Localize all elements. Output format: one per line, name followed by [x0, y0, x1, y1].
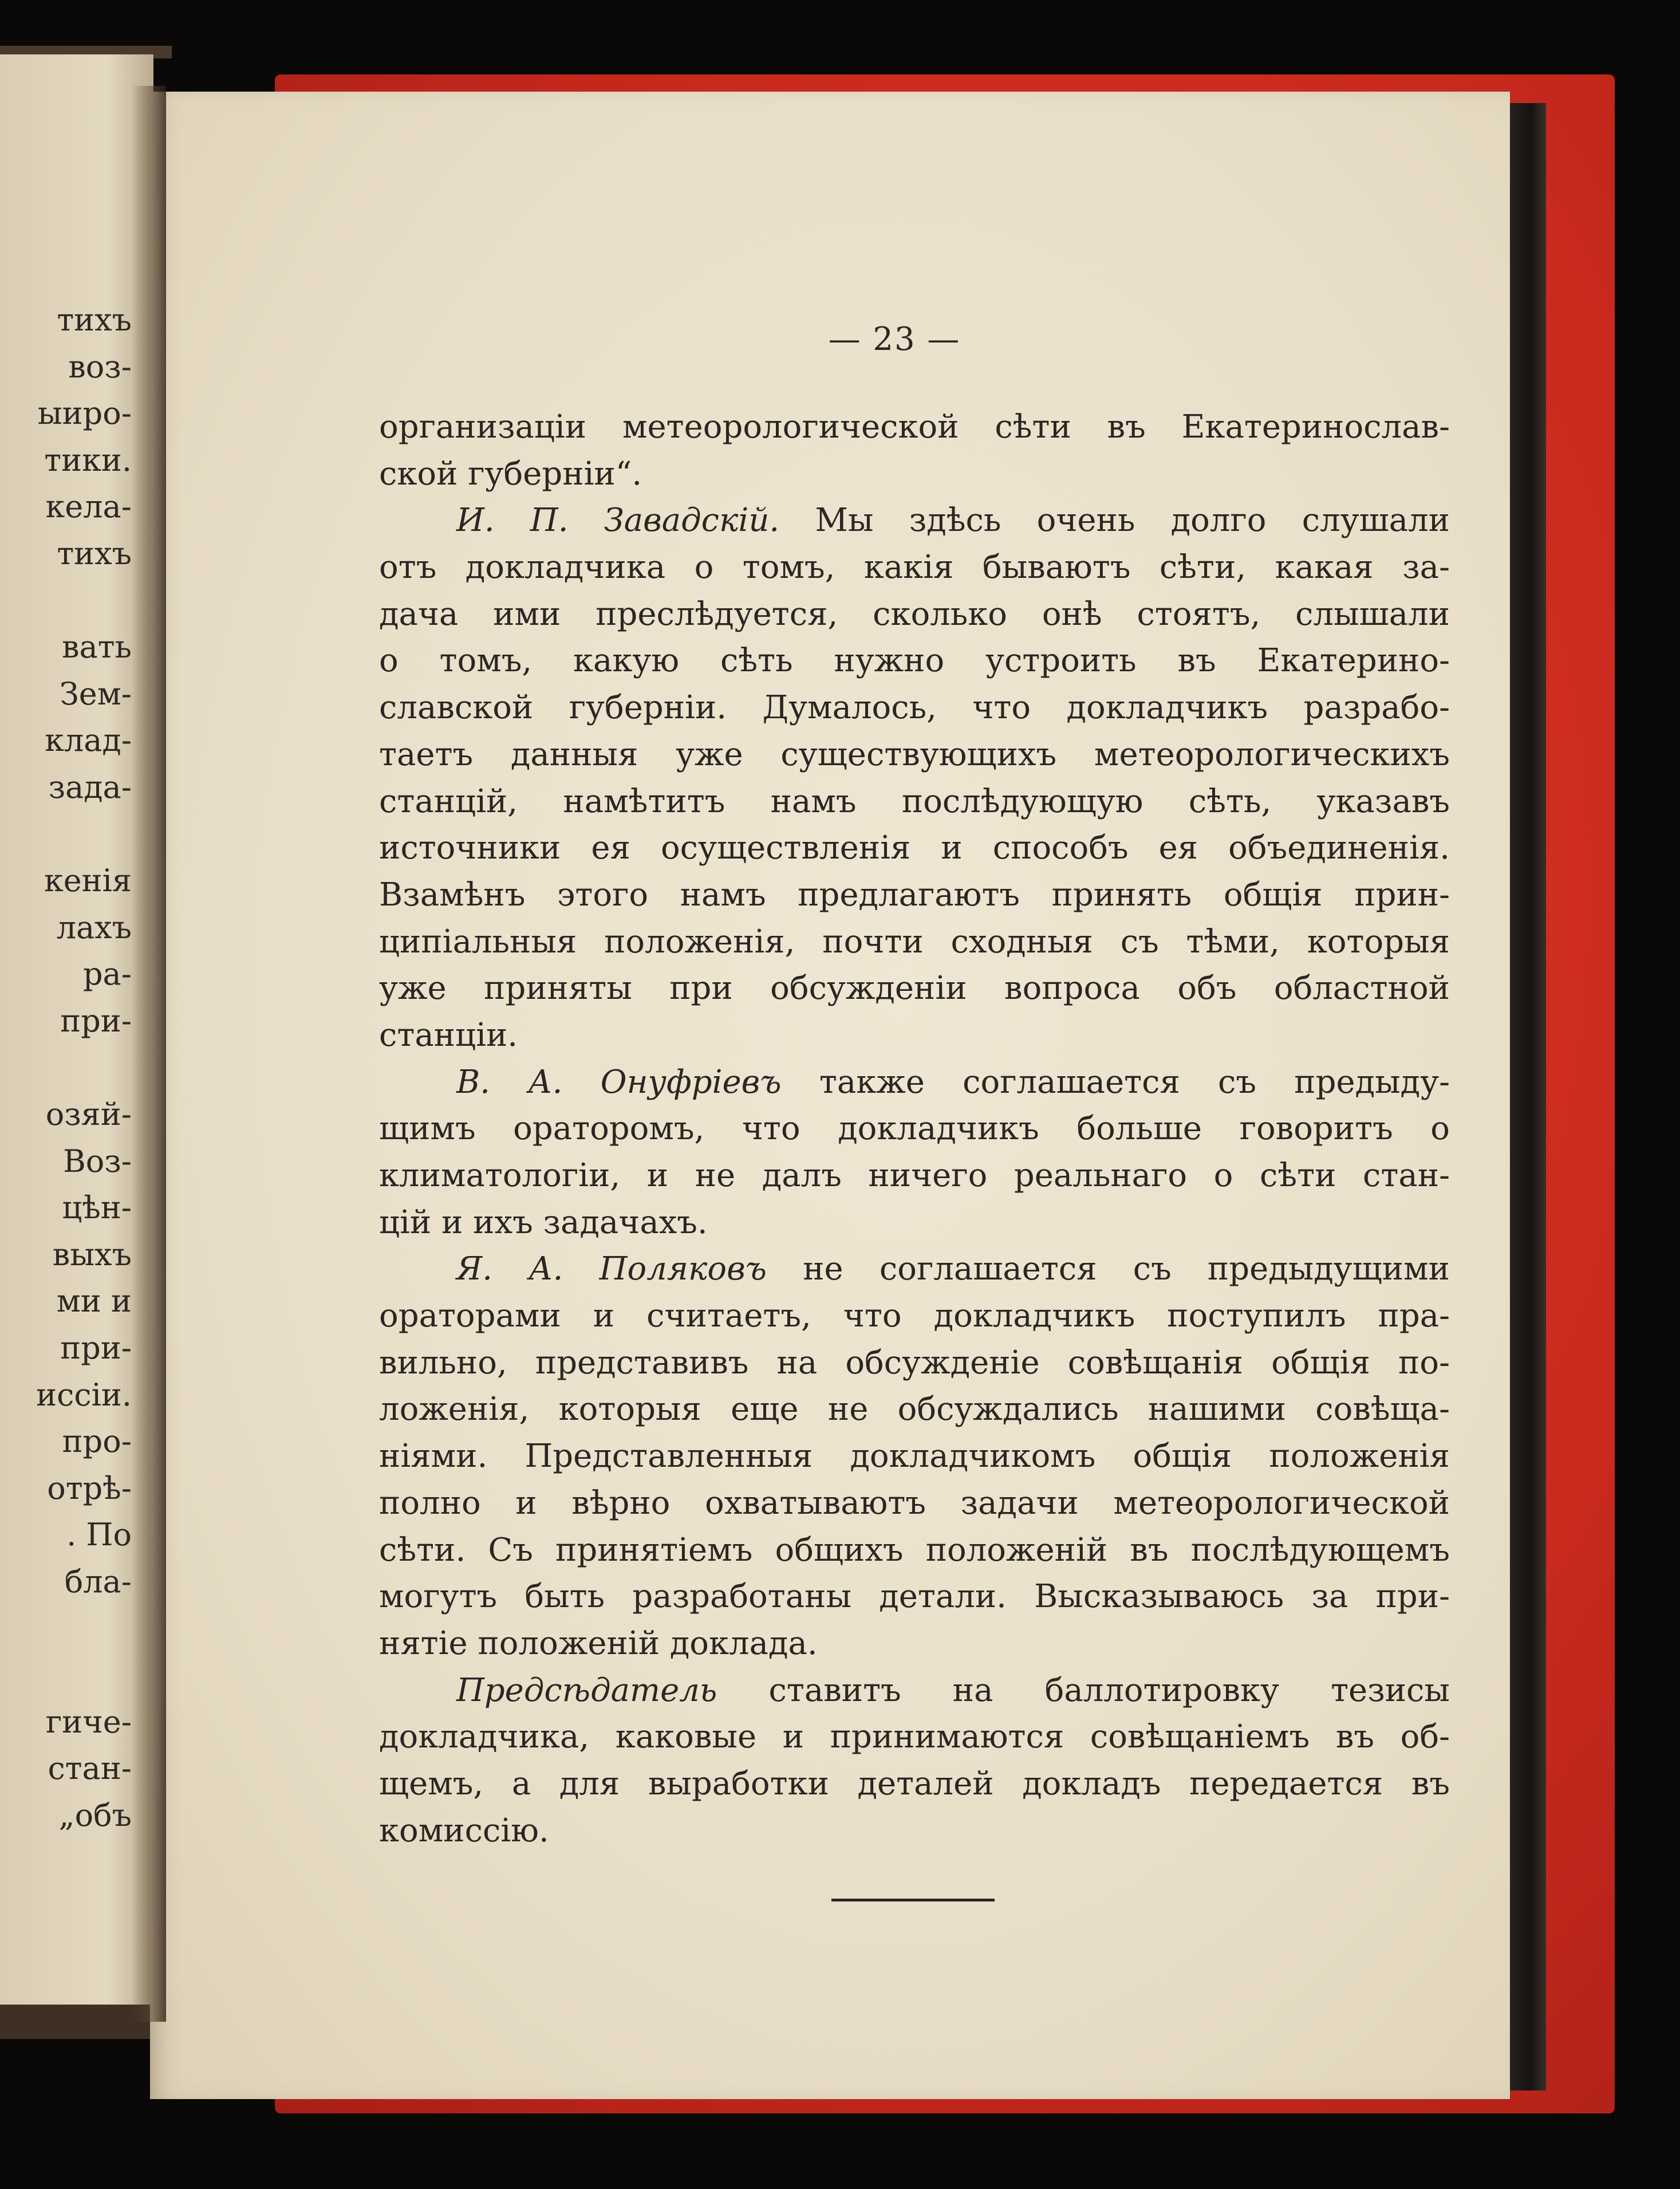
left-page-fragment: „объ — [58, 1797, 132, 1833]
line-text: не соглашается съ предыдущими — [767, 1250, 1450, 1288]
line-text: ставитъ на баллотировку тезисы — [717, 1671, 1450, 1709]
left-page-fragment: ра- — [82, 956, 132, 993]
speaker-name: Предсѣдатель — [456, 1671, 717, 1709]
left-page-fragment: ми и — [56, 1283, 132, 1320]
left-page-fragment: тихъ — [57, 302, 132, 338]
line-text: ложенія, которыя еще не обсуждались нашими совѣща- — [379, 1391, 1450, 1428]
text-line — [379, 1246, 1450, 1293]
left-page-fragment: выхъ — [52, 1236, 132, 1273]
line-text: полно и вѣрно охватываютъ задачи метеорологической — [379, 1484, 1450, 1522]
left-page-fragment: отрѣ- — [47, 1470, 132, 1506]
left-page-fragment: стан- — [48, 1750, 132, 1787]
text-line — [379, 451, 1450, 498]
line-text: климатологіи, и не далъ ничего реальнаго о сѣти стан- — [379, 1157, 1450, 1194]
left-page-fragment: тихъ — [57, 535, 132, 572]
text-line — [379, 637, 1450, 684]
speaker-name: Я. А. Поляковъ — [456, 1250, 767, 1288]
left-page-fragment: воз- — [68, 348, 132, 385]
text-line — [379, 1199, 1450, 1246]
line-text: могутъ быть разработаны детали. Высказываюсь за при- — [379, 1578, 1450, 1616]
left-page-fragment — [0, 1652, 132, 1699]
left-page-fragment: клад- — [45, 722, 132, 759]
end-rule — [831, 1899, 995, 1901]
left-page-fragment: про- — [62, 1423, 132, 1460]
left-page-fragment: . По — [66, 1517, 132, 1553]
text-line — [379, 1573, 1450, 1620]
line-text: также соглашается съ предыду- — [781, 1063, 1450, 1101]
line-text: уже приняты при обсужденіи вопроса объ областной — [379, 970, 1450, 1007]
text-line — [379, 778, 1450, 825]
left-page-fragment: озяй- — [45, 1096, 132, 1133]
left-page-fragment: Воз- — [63, 1143, 132, 1179]
text-line — [379, 1293, 1450, 1340]
line-text: ніями. Представленныя докладчикомъ общія положенія — [379, 1438, 1450, 1475]
line-text: щемъ, а для выработки деталей докладъ передается въ — [379, 1765, 1450, 1802]
text-line — [379, 872, 1450, 919]
text-line — [379, 1761, 1450, 1808]
book-gutter — [132, 86, 166, 2022]
text-line — [379, 497, 1450, 544]
right-page — [150, 92, 1510, 2099]
line-text: организаціи метеорологической сѣти въ Екатеринослав- — [379, 408, 1450, 446]
text-line — [379, 404, 1450, 451]
left-page-fragment: при- — [60, 1330, 132, 1367]
text-line — [379, 544, 1450, 591]
page-edges — [1506, 103, 1546, 2090]
line-text: ской губерніи“. — [379, 455, 642, 493]
left-page-text-fragments — [0, 297, 132, 1839]
left-page-fragment — [0, 811, 132, 858]
text-line — [379, 1340, 1450, 1387]
line-text: источники ея осуществленія и способъ ея объединенія. — [379, 829, 1450, 867]
text-line — [379, 1808, 1450, 1855]
left-page-fragment: гиче- — [45, 1703, 132, 1740]
page-number: — 23 — — [828, 321, 961, 358]
text-line — [379, 1667, 1450, 1714]
line-text: таетъ данныя уже существующихъ метеорологическихъ — [379, 735, 1450, 773]
left-page-fragment: иссіи. — [36, 1376, 132, 1413]
left-page-fragment: ыиро- — [37, 395, 132, 432]
speaker-name: И. П. Завадскій. — [456, 502, 780, 540]
left-page-fragment: вать — [62, 629, 132, 666]
text-line — [379, 1152, 1450, 1199]
line-text: о томъ, какую сѣть нужно устроить въ Екатерино- — [379, 642, 1450, 680]
line-text: цій и ихъ задачахъ. — [379, 1203, 708, 1241]
text-line — [379, 1527, 1450, 1574]
left-page-fragment: лахъ — [56, 909, 132, 946]
text-line — [379, 965, 1450, 1012]
line-text: докладчика, каковые и принимаются совѣщаніемъ въ об- — [379, 1718, 1450, 1756]
text-line — [379, 1059, 1450, 1106]
left-page-fragment: Зем- — [60, 675, 132, 712]
text-line — [379, 1714, 1450, 1761]
line-text: Взамѣнъ этого намъ предлагаютъ принять общія прин- — [379, 876, 1450, 914]
line-text: ораторами и считаетъ, что докладчикъ поступилъ пра- — [379, 1297, 1450, 1335]
text-line — [379, 1620, 1450, 1667]
text-line — [379, 731, 1450, 778]
line-text: щимъ ораторомъ, что докладчикъ больше говоритъ о — [379, 1110, 1450, 1148]
left-page-fragment: зада- — [48, 769, 132, 805]
left-page-fragment: кела- — [45, 489, 132, 525]
line-text: станціи. — [379, 1016, 518, 1054]
line-text: вильно, представивъ на обсужденіе совѣщанія общія по- — [379, 1344, 1450, 1381]
text-line — [379, 1433, 1450, 1480]
left-page-fragment: тики. — [44, 442, 132, 478]
left-page-fragment — [0, 1045, 132, 1092]
text-line — [379, 1105, 1450, 1152]
line-text: нятіе положеній доклада. — [379, 1624, 818, 1662]
speaker-name: В. А. Онуфріевъ — [456, 1063, 782, 1101]
line-text: Мы здѣсь очень долго слушали — [779, 502, 1450, 540]
line-text: ципіальныя положенія, почти сходныя съ тѣми, которыя — [379, 923, 1450, 960]
line-text: отъ докладчика о томъ, какія бываютъ сѣти, какая за- — [379, 549, 1450, 586]
line-text: станцій, намѣтитъ намъ послѣдующую сѣть, указавъ — [379, 782, 1450, 820]
page-text — [379, 404, 1450, 1854]
line-text: комиссію. — [379, 1812, 549, 1849]
text-line — [379, 591, 1450, 638]
text-line — [379, 919, 1450, 966]
line-text: сѣти. Съ принятіемъ общихъ положеній въ послѣдующемъ — [379, 1531, 1450, 1569]
text-line — [379, 684, 1450, 731]
text-line — [379, 1012, 1450, 1059]
text-line — [379, 825, 1450, 872]
left-page-fragment: цѣн- — [62, 1190, 132, 1226]
text-line — [379, 1386, 1450, 1433]
left-page-fragment — [0, 577, 132, 624]
left-page-fragment — [0, 1605, 132, 1652]
left-page-fragment: бла- — [64, 1564, 132, 1600]
text-line — [379, 1480, 1450, 1527]
left-page-fragment: кенія — [44, 863, 132, 899]
line-text: дача ими преслѣдуется, сколько онѣ стоятъ, слышали — [379, 595, 1450, 633]
left-page-fragment: при- — [60, 1002, 132, 1039]
line-text: славской губерніи. Думалось, что докладчикъ разрабо- — [379, 689, 1450, 727]
